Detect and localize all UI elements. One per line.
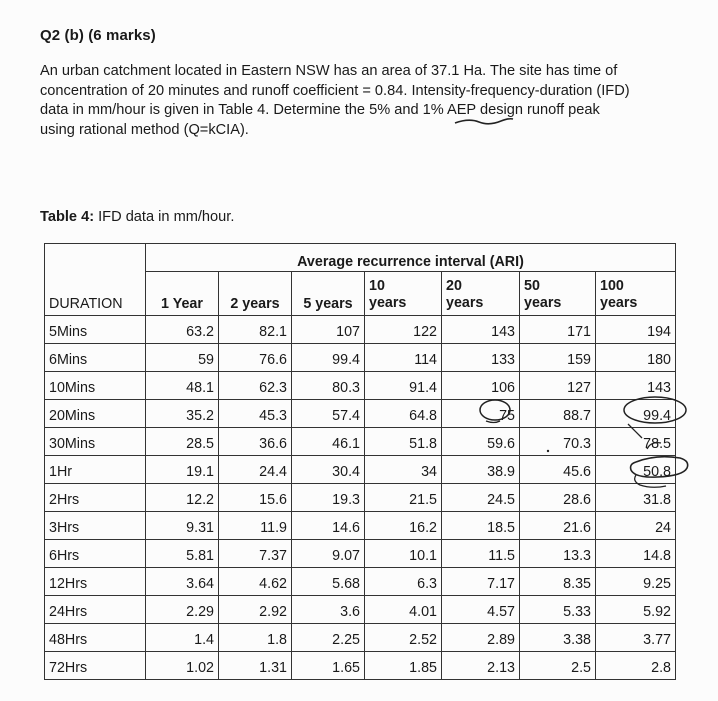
intensity-cell: 38.9 bbox=[442, 456, 520, 484]
intensity-cell: 50.8 bbox=[596, 456, 676, 484]
intensity-cell: 34 bbox=[365, 456, 442, 484]
intensity-cell: 1.8 bbox=[219, 624, 292, 652]
ari-column-header: 5 years bbox=[292, 272, 365, 316]
intensity-cell: 4.01 bbox=[365, 596, 442, 624]
duration-cell: 3Hrs bbox=[45, 512, 146, 540]
intensity-cell: 28.6 bbox=[520, 484, 596, 512]
intensity-cell: 24.5 bbox=[442, 484, 520, 512]
intensity-cell: 122 bbox=[365, 316, 442, 344]
intensity-cell: 1.02 bbox=[146, 652, 219, 680]
ari-group-header: Average recurrence interval (ARI) bbox=[146, 244, 676, 272]
duration-cell: 72Hrs bbox=[45, 652, 146, 680]
intensity-cell: 1.85 bbox=[365, 652, 442, 680]
table-row bbox=[45, 484, 676, 512]
table-row bbox=[45, 316, 676, 344]
intensity-cell: 180 bbox=[596, 344, 676, 372]
ari-column-header-top: 50 bbox=[524, 278, 540, 294]
intensity-cell: 30.4 bbox=[292, 456, 365, 484]
duration-cell: 20Mins bbox=[45, 400, 146, 428]
table-row bbox=[45, 344, 676, 372]
column-header-row bbox=[45, 272, 676, 316]
table-row bbox=[45, 624, 676, 652]
intensity-cell: 2.5 bbox=[520, 652, 596, 680]
intensity-cell: 78.5 bbox=[596, 428, 676, 456]
table-corner-cell bbox=[45, 244, 146, 272]
intensity-cell: 2.89 bbox=[442, 624, 520, 652]
intensity-cell: 19.3 bbox=[292, 484, 365, 512]
question-line: using rational method (Q=kCIA). bbox=[40, 121, 249, 138]
intensity-cell: 106 bbox=[442, 372, 520, 400]
intensity-cell: 3.38 bbox=[520, 624, 596, 652]
intensity-cell: 64.8 bbox=[365, 400, 442, 428]
intensity-cell: 9.25 bbox=[596, 568, 676, 596]
intensity-cell: 107 bbox=[292, 316, 365, 344]
ari-column-header: 2 years bbox=[219, 272, 292, 316]
intensity-cell: 76.6 bbox=[219, 344, 292, 372]
intensity-cell: 70.3 bbox=[520, 428, 596, 456]
table-row bbox=[45, 456, 676, 484]
intensity-cell: 5.33 bbox=[520, 596, 596, 624]
ari-column-header-top: 20 bbox=[446, 278, 462, 294]
intensity-cell: 3.64 bbox=[146, 568, 219, 596]
intensity-cell: 3.77 bbox=[596, 624, 676, 652]
intensity-cell: 2.13 bbox=[442, 652, 520, 680]
duration-cell: 10Mins bbox=[45, 372, 146, 400]
intensity-cell: 18.5 bbox=[442, 512, 520, 540]
duration-cell: 5Mins bbox=[45, 316, 146, 344]
question-line: concentration of 20 minutes and runoff coefficient = 0.84. Intensity-frequency-duration (IFD) bbox=[40, 82, 630, 99]
intensity-cell: 21.6 bbox=[520, 512, 596, 540]
intensity-cell: 127 bbox=[520, 372, 596, 400]
intensity-cell: 45.3 bbox=[219, 400, 292, 428]
intensity-cell: 11.5 bbox=[442, 540, 520, 568]
intensity-cell: 11.9 bbox=[219, 512, 292, 540]
intensity-cell: 21.5 bbox=[365, 484, 442, 512]
duration-cell: 6Hrs bbox=[45, 540, 146, 568]
ari-column-header: 1 Year bbox=[146, 272, 219, 316]
table-row bbox=[45, 372, 676, 400]
intensity-cell: 48.1 bbox=[146, 372, 219, 400]
intensity-cell: 2.29 bbox=[146, 596, 219, 624]
duration-cell: 12Hrs bbox=[45, 568, 146, 596]
intensity-cell: 13.3 bbox=[520, 540, 596, 568]
question-line: An urban catchment located in Eastern NSW has an area of 37.1 Ha. The site has time of bbox=[40, 63, 618, 79]
table-row bbox=[45, 428, 676, 456]
table-row bbox=[45, 400, 676, 428]
duration-cell: 48Hrs bbox=[45, 624, 146, 652]
intensity-cell: 1.31 bbox=[219, 652, 292, 680]
intensity-cell: 194 bbox=[596, 316, 676, 344]
intensity-cell: 10.1 bbox=[365, 540, 442, 568]
question-title: Q2 (b) (6 marks) bbox=[40, 27, 156, 44]
duration-cell: 1Hr bbox=[45, 456, 146, 484]
intensity-cell: 12.2 bbox=[146, 484, 219, 512]
ari-column-header bbox=[365, 272, 442, 316]
table-row bbox=[45, 568, 676, 596]
intensity-cell: 45.6 bbox=[520, 456, 596, 484]
table-caption bbox=[40, 209, 234, 225]
table-caption-text: IFD data in mm/hour. bbox=[94, 209, 235, 225]
duration-header: DURATION bbox=[45, 272, 146, 316]
intensity-cell: 24.4 bbox=[219, 456, 292, 484]
ari-column-header-top: 100 bbox=[600, 278, 624, 294]
intensity-cell: 35.2 bbox=[146, 400, 219, 428]
intensity-cell: 9.31 bbox=[146, 512, 219, 540]
intensity-cell: 7.37 bbox=[219, 540, 292, 568]
table-row bbox=[45, 596, 676, 624]
duration-cell: 24Hrs bbox=[45, 596, 146, 624]
intensity-cell: 114 bbox=[365, 344, 442, 372]
intensity-cell: 2.25 bbox=[292, 624, 365, 652]
ari-column-header-bottom: years bbox=[446, 295, 484, 311]
intensity-cell: 2.52 bbox=[365, 624, 442, 652]
ari-column-header-top: 10 bbox=[369, 278, 385, 294]
intensity-cell: 14.8 bbox=[596, 540, 676, 568]
intensity-cell: 46.1 bbox=[292, 428, 365, 456]
intensity-cell: 80.3 bbox=[292, 372, 365, 400]
ari-column-header-bottom: years bbox=[369, 295, 407, 311]
intensity-cell: 51.8 bbox=[365, 428, 442, 456]
intensity-cell: 5.92 bbox=[596, 596, 676, 624]
intensity-cell: 5.68 bbox=[292, 568, 365, 596]
table-caption-label: Table 4: bbox=[40, 209, 95, 225]
ari-column-header bbox=[520, 272, 596, 316]
intensity-cell: 62.3 bbox=[219, 372, 292, 400]
intensity-cell: 2.92 bbox=[219, 596, 292, 624]
table-row bbox=[45, 512, 676, 540]
intensity-cell: 99.4 bbox=[596, 400, 676, 428]
duration-cell: 6Mins bbox=[45, 344, 146, 372]
intensity-cell: 143 bbox=[596, 372, 676, 400]
duration-cell: 30Mins bbox=[45, 428, 146, 456]
intensity-cell: 143 bbox=[442, 316, 520, 344]
question-text bbox=[40, 62, 700, 140]
intensity-cell: 1.65 bbox=[292, 652, 365, 680]
intensity-cell: 8.35 bbox=[520, 568, 596, 596]
intensity-cell: 28.5 bbox=[146, 428, 219, 456]
intensity-cell: 3.6 bbox=[292, 596, 365, 624]
intensity-cell: 59 bbox=[146, 344, 219, 372]
ari-column-header-bottom: years bbox=[600, 295, 638, 311]
intensity-cell: 14.6 bbox=[292, 512, 365, 540]
intensity-cell: 36.6 bbox=[219, 428, 292, 456]
table-row bbox=[45, 540, 676, 568]
ari-column-header-bottom: years bbox=[524, 295, 562, 311]
intensity-cell: 5.81 bbox=[146, 540, 219, 568]
intensity-cell: 2.8 bbox=[596, 652, 676, 680]
intensity-cell: 159 bbox=[520, 344, 596, 372]
intensity-cell: 1.4 bbox=[146, 624, 219, 652]
intensity-cell: 63.2 bbox=[146, 316, 219, 344]
intensity-cell: 4.57 bbox=[442, 596, 520, 624]
intensity-cell: 31.8 bbox=[596, 484, 676, 512]
ifd-table bbox=[44, 243, 676, 680]
intensity-cell: 91.4 bbox=[365, 372, 442, 400]
intensity-cell: 4.62 bbox=[219, 568, 292, 596]
intensity-cell: 99.4 bbox=[292, 344, 365, 372]
intensity-cell: 75 bbox=[442, 400, 520, 428]
intensity-cell: 133 bbox=[442, 344, 520, 372]
intensity-cell: 15.6 bbox=[219, 484, 292, 512]
intensity-cell: 82.1 bbox=[219, 316, 292, 344]
duration-cell: 2Hrs bbox=[45, 484, 146, 512]
intensity-cell: 59.6 bbox=[442, 428, 520, 456]
intensity-cell: 7.17 bbox=[442, 568, 520, 596]
intensity-cell: 88.7 bbox=[520, 400, 596, 428]
intensity-cell: 19.1 bbox=[146, 456, 219, 484]
intensity-cell: 16.2 bbox=[365, 512, 442, 540]
question-line: data in mm/hour is given in Table 4. Determine the 5% and 1% AEP design runoff peak bbox=[40, 102, 600, 118]
intensity-cell: 171 bbox=[520, 316, 596, 344]
table-row bbox=[45, 652, 676, 680]
intensity-cell: 57.4 bbox=[292, 400, 365, 428]
intensity-cell: 9.07 bbox=[292, 540, 365, 568]
intensity-cell: 6.3 bbox=[365, 568, 442, 596]
ari-column-header bbox=[442, 272, 520, 316]
ari-column-header bbox=[596, 272, 676, 316]
intensity-cell: 24 bbox=[596, 512, 676, 540]
